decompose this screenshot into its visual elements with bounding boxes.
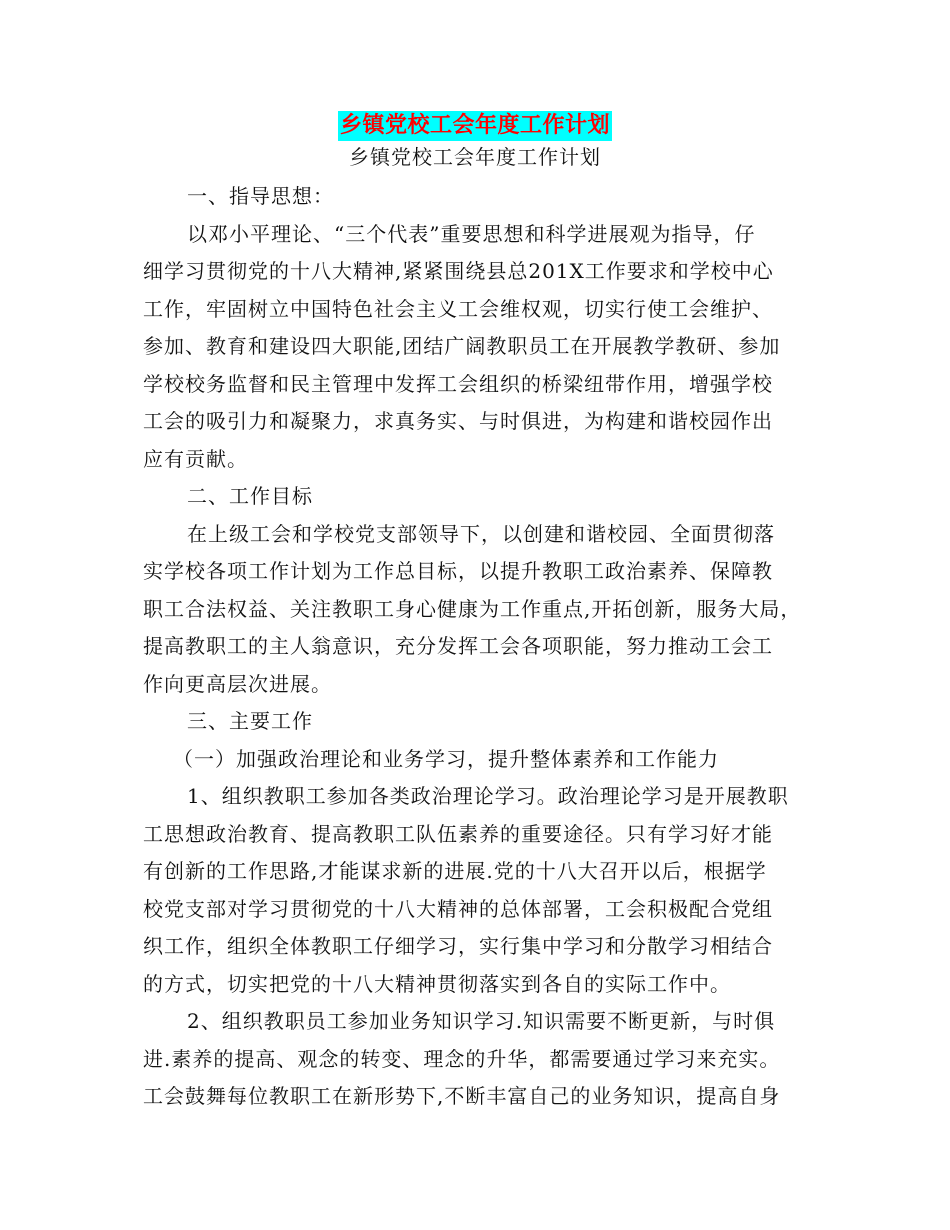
- body-line: 细学习贯彻党的十八大精神,紧紧围绕县总201X工作要求和学校中心: [143, 259, 774, 283]
- body-line: 学校校务监督和民主管理中发挥工会组织的桥梁纽带作用，增强学校: [143, 371, 773, 396]
- body-line: 二、工作目标: [187, 484, 313, 508]
- body-line: 织工作，组织全体教职工仔细学习，实行集中学习和分散学习相结合: [143, 934, 773, 958]
- document-body: [143, 178, 813, 1116]
- body-line: 2、组织教职员工参加业务知识学习.知识需要不断更新，与时俱: [187, 1009, 776, 1033]
- body-line: 三、主要工作: [187, 709, 313, 733]
- body-line: 提高教职工的主人翁意识，充分发挥工会各项职能，努力推动工会工: [143, 634, 773, 658]
- document-title: 乡镇党校工会年度工作计划: [338, 111, 612, 141]
- body-line: 校党支部对学习贯彻党的十八大精神的总体部署，工会积极配合党组: [143, 896, 773, 921]
- body-line: 工会鼓舞每位教职工在新形势下,不断丰富自己的业务知识，提高自身: [143, 1084, 781, 1108]
- body-line: 1、组织教职工参加各类政治理论学习。政治理论学习是开展教职: [187, 784, 789, 808]
- body-line: 工作，牢固树立中国特色社会主义工会维权观，切实行使工会维护、: [143, 296, 773, 321]
- document-subtitle: 乡镇党校工会年度工作计划: [349, 145, 601, 169]
- body-line: 实学校各项工作计划为工作总目标，以提升教职工政治素养、保障教: [143, 559, 773, 583]
- body-line: 参加、教育和建设四大职能,团结广阔教职员工在开展教学教研、参加: [143, 334, 781, 358]
- body-line: 在上级工会和学校党支部领导下，以创建和谐校园、全面贯彻落: [187, 521, 775, 546]
- body-line: 有创新的工作思路,才能谋求新的进展.党的十八大召开以后，根据学: [143, 859, 767, 883]
- body-line: 工会的吸引力和凝聚力，求真务实、与时俱进，为构建和谐校园作出: [143, 409, 773, 433]
- title-wrap: [0, 111, 950, 141]
- body-line: 进.素养的提高、观念的转变、理念的升华，都需要通过学习来充实。: [143, 1046, 781, 1071]
- body-line: （一）加强政治理论和业务学习，提升整体素养和工作能力: [173, 746, 719, 771]
- body-line: 以邓小平理论、“三个代表”重要思想和科学进展观为指导，仔: [187, 221, 756, 246]
- body-line: 工思想政治教育、提高教职工队伍素养的重要途径。只有学习好才能: [143, 821, 773, 846]
- body-line: 应有贡献。: [143, 446, 248, 471]
- body-line: 的方式，切实把党的十八大精神贯彻落实到各自的实际工作中。: [143, 971, 731, 996]
- body-line: 职工合法权益、关注教职工身心健康为工作重点,开拓创新，服务大局，: [143, 596, 802, 621]
- body-line: 一、指导思想：: [187, 184, 334, 208]
- body-line: 作向更高层次进展。: [143, 671, 332, 696]
